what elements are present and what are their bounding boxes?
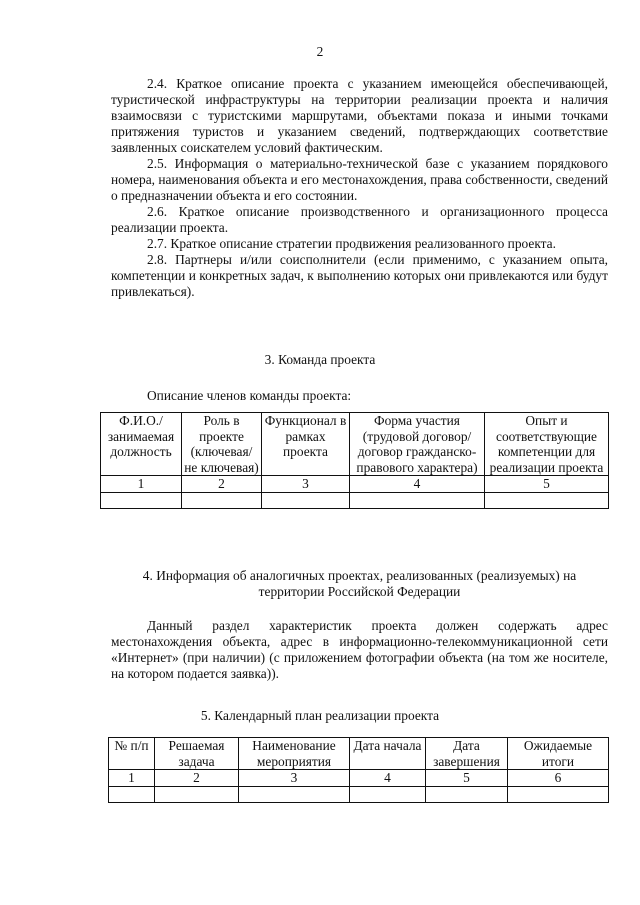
section-3-title: 3. Команда проекта <box>264 352 376 367</box>
empty-cell <box>426 786 508 802</box>
section-5-title: 5. Календарный план реализации проекта <box>200 708 440 723</box>
table-number-row <box>109 770 609 787</box>
header-cell: Дата завершения <box>426 738 508 770</box>
header-cell: Наименование мероприятия <box>239 738 350 770</box>
paragraph-2-8: 2.8. Партнеры и/или соисполнители (если применимо, с указанием опыта, компетенции и конкретных задач, к выполнению которых они привлекаются или будут привлекаться). <box>111 252 608 299</box>
empty-cell <box>155 786 239 802</box>
sections-2-list <box>111 76 608 300</box>
number-cell: 1 <box>109 770 155 787</box>
table-empty-row <box>101 492 609 508</box>
header-cell: Функционал в рамках проекта <box>262 413 350 476</box>
header-cell: Дата начала <box>350 738 426 770</box>
header-cell: Решаемая задача <box>155 738 239 770</box>
plan-table <box>108 737 609 803</box>
empty-cell <box>182 492 262 508</box>
header-cell: № п/п <box>109 738 155 770</box>
empty-cell <box>109 786 155 802</box>
number-cell: 2 <box>155 770 239 787</box>
number-cell: 3 <box>262 476 350 493</box>
paragraph-2-4: 2.4. Краткое описание проекта с указанием имеющейся обеспечивающей, туристической инфраструктуры на территории реализации проекта и наличия взаимосвязи с туристскими маршрутами, объектами показа и иными точками притяжения туристов и указанием сведений, подтверждающих соответствие заявленных соискателем условий фактическим. <box>111 76 608 155</box>
table-empty-row <box>109 786 609 802</box>
empty-cell <box>350 786 426 802</box>
header-cell: Опыт и соответствующие компетенции для реализации проекта <box>485 413 609 476</box>
paragraph-2-6: 2.6. Краткое описание производственного и организационного процесса реализации проекта. <box>111 204 608 235</box>
page-number: 2 <box>316 44 324 59</box>
team-intro: Описание членов команды проекта: <box>147 388 352 403</box>
empty-cell <box>508 786 609 802</box>
header-cell: Роль в проекте (ключевая/ не ключевая) <box>182 413 262 476</box>
empty-cell <box>350 492 485 508</box>
number-cell: 4 <box>350 476 485 493</box>
number-cell: 5 <box>426 770 508 787</box>
number-cell: 3 <box>239 770 350 787</box>
paragraph-2-7: 2.7. Краткое описание стратегии продвижения реализованного проекта. <box>147 236 556 251</box>
table-header-row <box>109 738 609 770</box>
table-number-row <box>101 476 609 493</box>
paragraph-2-5: 2.5. Информация о материально-технической базе с указанием порядкового номера, наименования объекта и его местонахождения, права собственности, сведений о предназначении объекта и его состоянии. <box>111 156 608 203</box>
number-cell: 6 <box>508 770 609 787</box>
empty-cell <box>101 492 182 508</box>
empty-cell <box>485 492 609 508</box>
number-cell: 5 <box>485 476 609 493</box>
team-table <box>100 412 609 509</box>
empty-cell <box>239 786 350 802</box>
empty-cell <box>262 492 350 508</box>
number-cell: 4 <box>350 770 426 787</box>
section-4-text: Данный раздел характеристик проекта должен содержать адрес местонахождения объекта, адрес в информационно-телекоммуникационной сети «Интернет» (при наличии) (с приложением фотографии объекта (на том же носителе, на котором подается заявка)). <box>111 618 608 681</box>
section-4-title: 4. Информация об аналогичных проектах, реализованных (реализуемых) на территории Российской Федерации <box>142 568 577 599</box>
table-header-row <box>101 413 609 476</box>
number-cell: 1 <box>101 476 182 493</box>
number-cell: 2 <box>182 476 262 493</box>
header-cell: Ожидаемые итоги <box>508 738 609 770</box>
header-cell: Форма участия (трудовой договор/ договор гражданско-правового характера) <box>350 413 485 476</box>
header-cell: Ф.И.О./ занимаемая должность <box>101 413 182 476</box>
